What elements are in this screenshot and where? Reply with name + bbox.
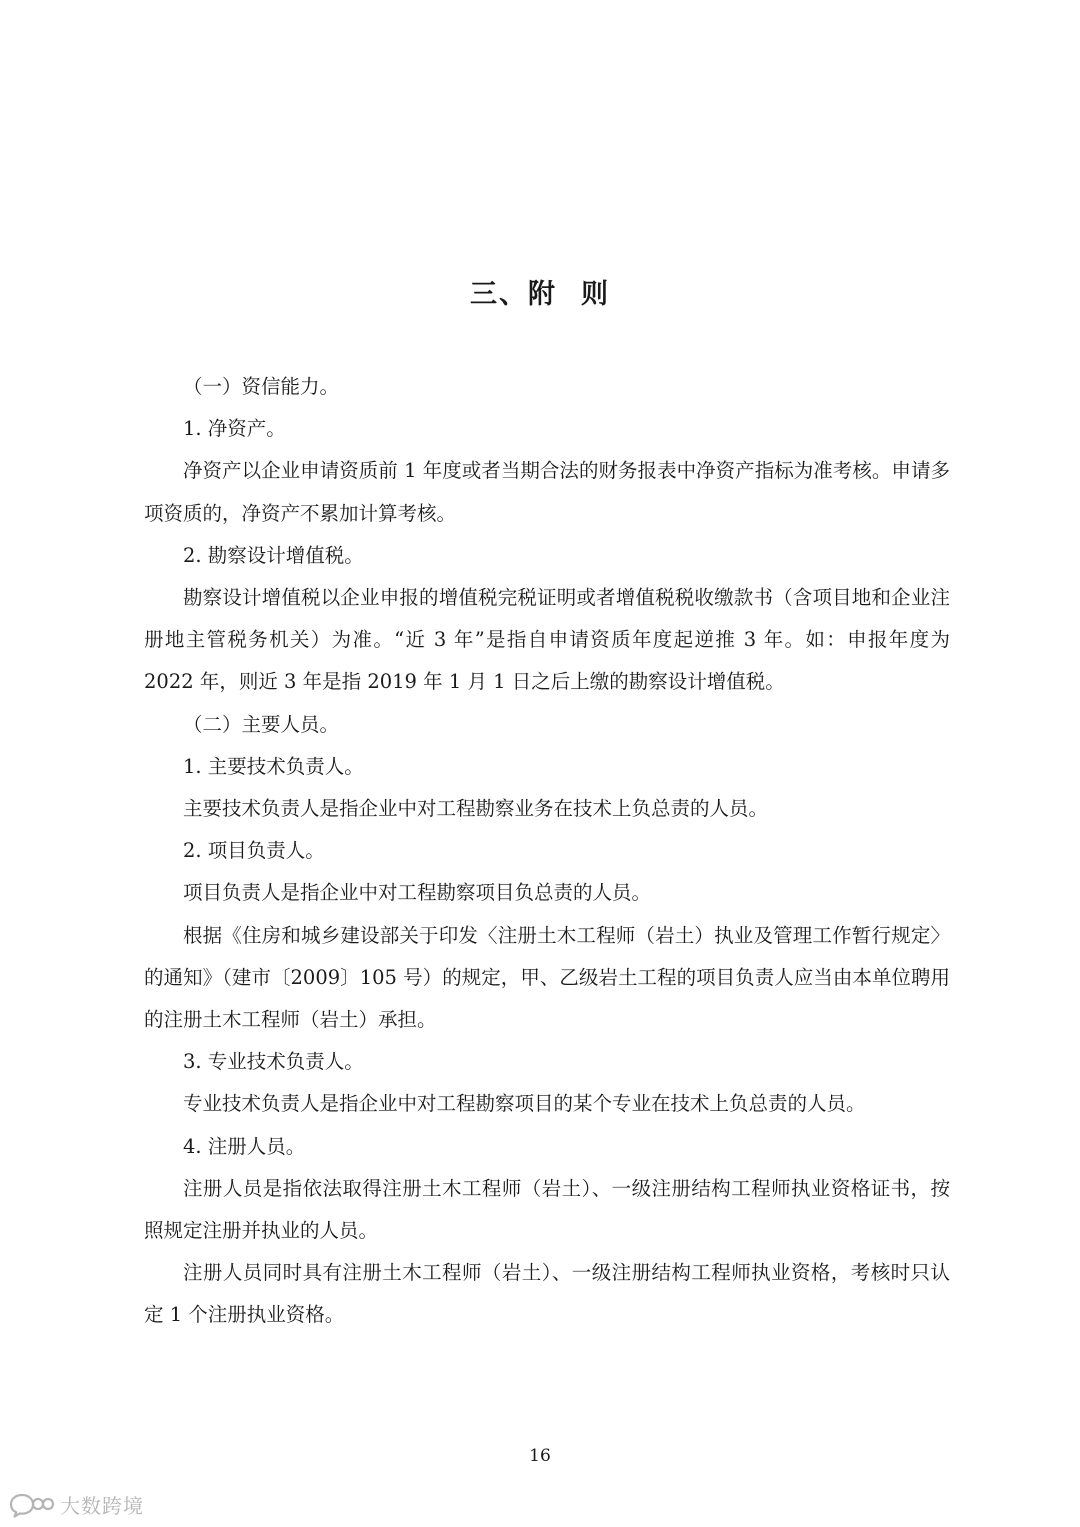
chat-bubble-logo-icon: [8, 1491, 54, 1519]
watermark-text: 大数跨境: [60, 1494, 144, 1518]
page-number: 16: [529, 1446, 551, 1466]
paragraph-regulation: 根据《住房和城乡建设部关于印发〈注册土木工程师（岩土）执业及管理工作暂行规定〉的通知》（建市〔2009〕105 号）的规定，甲、乙级岩土工程的项目负责人应当由本单位聘用的注册土木工程师（岩土）承担。: [144, 923, 950, 1032]
paragraph-chief-tech: 主要技术负责人是指企业中对工程勘察业务在技术上负总责的人员。: [183, 797, 769, 821]
item-heading-specialty-tech: 3. 专业技术负责人。: [183, 1050, 364, 1074]
paragraph-registered: 注册人员是指依法取得注册土木工程师（岩土）、一级注册结构工程师执业资格证书，按照规定注册并执业的人员。: [144, 1176, 950, 1243]
subsection-heading-credit: （一）资信能力。: [183, 375, 340, 398]
section-title-part1: 三、附: [470, 279, 557, 310]
item-heading-net-assets: 1. 净资产。: [183, 417, 286, 441]
section-title-part2: 则: [581, 279, 610, 310]
paragraph-net-assets: 净资产以企业申请资质前 1 年度或者当期合法的财务报表中净资产指标为准考核。申请多项资质的，净资产不累加计算考核。: [144, 459, 950, 525]
paragraph-specialty-tech: 专业技术负责人是指企业中对工程勘察项目的某个专业在技术上负总责的人员。: [183, 1092, 866, 1116]
paragraph-vat: 勘察设计增值税以企业申报的增值税完税证明或者增值税税收缴款书（含项目地和企业注册地主管税务机关）为准。“近 3 年”是指自申请资质年度起逆推 3 年。如：申报年度为 2022 年，则近 3 年是指 2019 年 1 月 1 日之后上缴的勘察设计增值税。: [144, 586, 950, 694]
item-heading-registered: 4. 注册人员。: [183, 1134, 306, 1158]
item-heading-project-lead: 2. 项目负责人。: [183, 839, 325, 863]
watermark: [8, 1490, 144, 1519]
section-title: [0, 272, 1080, 311]
paragraph-project-lead: 项目负责人是指企业中对工程勘察项目负总责的人员。: [183, 881, 652, 905]
subsection-heading-personnel: （二）主要人员。: [183, 712, 340, 736]
item-heading-vat: 2. 勘察设计增值税。: [183, 543, 364, 567]
paragraph-registered-dual: 注册人员同时具有注册土木工程师（岩土）、一级注册结构工程师执业资格，考核时只认定 1 个注册执业资格。: [144, 1261, 950, 1327]
body-text: [144, 366, 950, 1337]
item-heading-chief-tech: 1. 主要技术负责人。: [183, 754, 364, 778]
